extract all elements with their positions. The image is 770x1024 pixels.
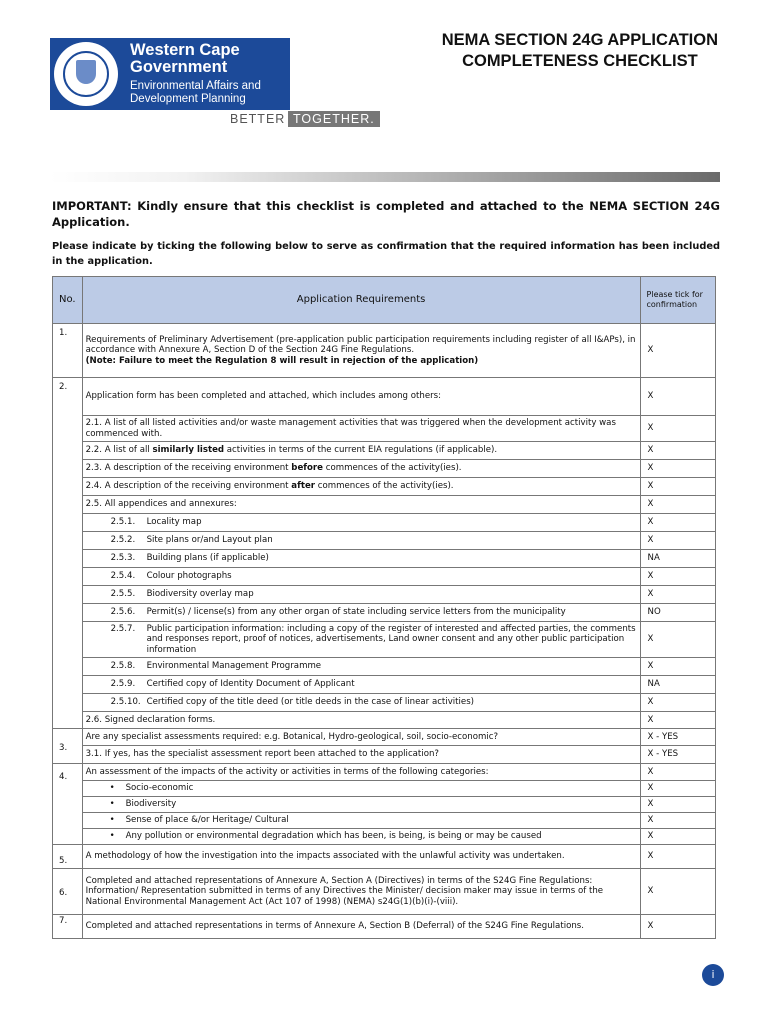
tick-cell: X: [640, 496, 715, 514]
tick-cell: X: [640, 829, 715, 845]
table-row: [53, 532, 716, 550]
tick-cell: X - YES: [640, 729, 715, 746]
requirement-text: Are any specialist assessments required: e.g. Botanical, Hydro-geological, soil, socio-economic?: [82, 729, 640, 746]
header-requirements: Application Requirements: [82, 277, 640, 324]
table-row: [53, 550, 716, 568]
tick-cell: X: [640, 781, 715, 797]
requirement-text: Completed and attached representations in terms of Annexure A, Section B (Deferral) of the S24G Fine Regulations.: [82, 915, 640, 939]
table-row: [53, 694, 716, 712]
row-number: 6.: [53, 869, 83, 915]
page-number: i: [702, 964, 724, 986]
row-number: 3.: [53, 729, 83, 764]
tick-cell: NA: [640, 550, 715, 568]
requirement-text: An assessment of the impacts of the activity or activities in terms of the following categories:: [82, 764, 640, 781]
table-row: [53, 781, 716, 797]
row-number: 2.: [53, 378, 83, 416]
table-row: [53, 568, 716, 586]
list-item: • Any pollution or environmental degradation which has been, is being, is being or may be caused: [82, 829, 640, 845]
western-cape-government-logo: [50, 38, 290, 110]
header-divider: [50, 172, 720, 182]
logo-title: Western Cape Government: [130, 41, 240, 76]
tick-cell: X: [640, 712, 715, 729]
requirement-text: Application form has been completed and attached, which includes among others:: [82, 378, 640, 416]
table-row: [53, 729, 716, 746]
requirement-text: 2.5.9. Certified copy of Identity Document of Applicant: [82, 676, 640, 694]
table-row: [53, 869, 716, 915]
row-number: 7.: [53, 915, 83, 939]
requirement-text: 2.2. A list of all similarly listed activities in terms of the current EIA regulations (if applicable).: [82, 442, 640, 460]
tick-cell: X: [640, 764, 715, 781]
requirement-text: 2.4. A description of the receiving environment after commences of the activity(ies).: [82, 478, 640, 496]
row-number: 1.: [53, 324, 83, 378]
requirement-text: 2.5.1. Locality map: [82, 514, 640, 532]
tick-cell: X - YES: [640, 746, 715, 764]
document-title: NEMA SECTION 24G APPLICATION COMPLETENESS CHECKLIST: [441, 31, 718, 70]
table-row: [53, 378, 716, 416]
requirement-text: 2.3. A description of the receiving environment before commences of the activity(ies).: [82, 460, 640, 478]
requirement-text: 2.6. Signed declaration forms.: [82, 712, 640, 729]
tick-cell: X: [640, 845, 715, 869]
table-row: [53, 514, 716, 532]
table-row: [53, 622, 716, 658]
header-no: No.: [53, 277, 83, 324]
tick-cell: X: [640, 442, 715, 460]
requirement-text: A methodology of how the investigation into the impacts associated with the unlawful activity was undertaken.: [82, 845, 640, 869]
table-row: [53, 586, 716, 604]
tick-cell: X: [640, 797, 715, 813]
header-tick: Please tick for confirmation: [640, 277, 715, 324]
checklist-table: [52, 276, 716, 939]
tick-cell: X: [640, 378, 715, 416]
requirement-text: 3.1. If yes, has the specialist assessment report been attached to the application?: [82, 746, 640, 764]
table-row: [53, 676, 716, 694]
tick-cell: X: [640, 586, 715, 604]
tick-cell: NO: [640, 604, 715, 622]
table-row: [53, 496, 716, 514]
requirement-text: 2.5.2. Site plans or/and Layout plan: [82, 532, 640, 550]
tick-cell: X: [640, 622, 715, 658]
tick-cell: X: [640, 568, 715, 586]
table-row: [53, 478, 716, 496]
tick-cell: X: [640, 869, 715, 915]
requirement-text: 2.5.10. Certified copy of the title deed (or title deeds in the case of linear activities): [82, 694, 640, 712]
tick-cell: NA: [640, 676, 715, 694]
tick-cell: X: [640, 532, 715, 550]
requirement-text: 2.5.3. Building plans (if applicable): [82, 550, 640, 568]
table-row: [53, 416, 716, 442]
table-row: [53, 829, 716, 845]
table-header-row: [53, 277, 716, 324]
table-row: [53, 797, 716, 813]
tick-cell: X: [640, 694, 715, 712]
table-row: [53, 845, 716, 869]
table-row: [53, 442, 716, 460]
instruction-text: Please indicate by ticking the following below to serve as confirmation that the required information has been included in the application.: [52, 241, 720, 267]
list-item: • Socio-economic: [82, 781, 640, 797]
table-row: [53, 813, 716, 829]
requirement-text: 2.5.5. Biodiversity overlay map: [82, 586, 640, 604]
tick-cell: X: [640, 416, 715, 442]
requirement-text: Requirements of Preliminary Advertisement (pre-application public participation requirements including register of all I&APs), in accordance with Annexure A, Section D of the Section 24G Fine Regulations. (Note: Failure to meet the Regulation 8 will result in rejection of the application): [82, 324, 640, 378]
tick-cell: X: [640, 514, 715, 532]
requirement-text: 2.5. All appendices and annexures:: [82, 496, 640, 514]
tick-cell: X: [640, 478, 715, 496]
table-row: [53, 604, 716, 622]
requirement-text: Completed and attached representations of Annexure A, Section A (Directives) in terms of the S24G Fine Regulations: Information/ Representation submitted in terms of any Directives the Minister/ decision maker may issue in terms of the National Environmental Management Act (Act 107 of 1998) (NEMA) s24G(1)(b)(i)-(viii).: [82, 869, 640, 915]
row-number: 5.: [53, 845, 83, 869]
coat-of-arms-icon: [54, 42, 118, 106]
table-row: [53, 324, 716, 378]
table-row: [53, 746, 716, 764]
table-row: [53, 915, 716, 939]
list-item: • Biodiversity: [82, 797, 640, 813]
row-number: 4.: [53, 764, 83, 845]
important-notice: IMPORTANT: Kindly ensure that this checklist is completed and attached to the NEMA SECTION 24G Application.: [52, 199, 720, 229]
tagline-better: BETTER: [230, 112, 286, 126]
tick-cell: X: [640, 813, 715, 829]
requirement-text: 2.5.7. Public participation information: including a copy of the register of interested and affected parties, the comments and responses report, proof of notices, advertisements, Land owner consent and any other public participation information: [82, 622, 640, 658]
table-row: [53, 764, 716, 781]
requirement-text: 2.5.4. Colour photographs: [82, 568, 640, 586]
requirement-text: 2.5.8. Environmental Management Programme: [82, 658, 640, 676]
list-item: • Sense of place &/or Heritage/ Cultural: [82, 813, 640, 829]
tagline-together: TOGETHER.: [288, 111, 380, 127]
tick-cell: X: [640, 460, 715, 478]
requirement-text: 2.1. A list of all listed activities and/or waste management activities that was triggered when the development activity was commenced with.: [82, 416, 640, 442]
requirement-text: 2.5.6. Permit(s) / license(s) from any other organ of state including service letters from the municipality: [82, 604, 640, 622]
tick-cell: X: [640, 915, 715, 939]
table-row: [53, 658, 716, 676]
tick-cell: X: [640, 658, 715, 676]
table-row: [53, 460, 716, 478]
table-row: [53, 712, 716, 729]
tick-cell: X: [640, 324, 715, 378]
logo-subtitle: Environmental Affairs and Development Planning: [130, 80, 261, 105]
